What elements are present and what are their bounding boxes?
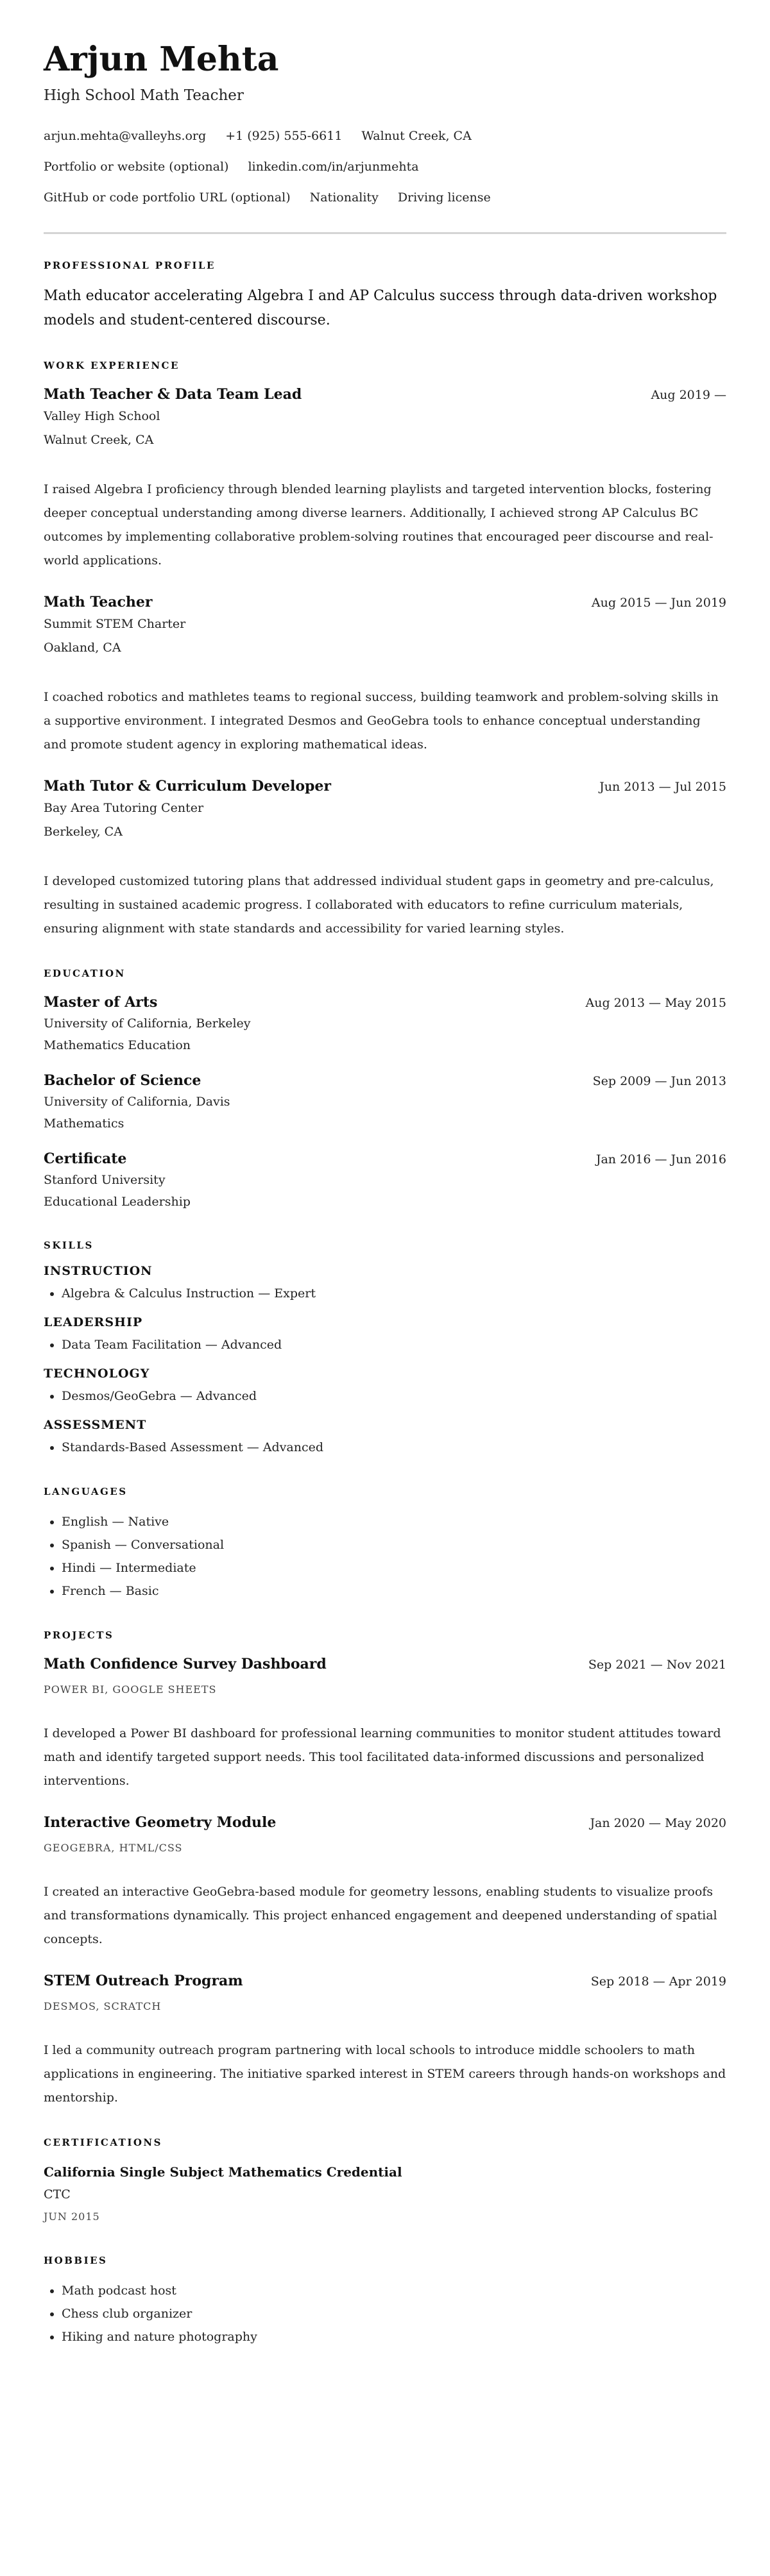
profile-section xyxy=(44,260,726,333)
project-dates: Sep 2021 — Nov 2021 xyxy=(588,1658,726,1672)
contact-item: Portfolio or website (optional) xyxy=(44,160,229,174)
contact-item: Nationality xyxy=(309,190,379,205)
job-dates: Aug 2015 — Jun 2019 xyxy=(591,596,726,610)
job-title: Math Teacher & Data Team Lead xyxy=(44,386,302,403)
entry-header xyxy=(44,1654,726,1674)
contact-line xyxy=(44,182,726,213)
project-entry xyxy=(44,1971,726,2110)
project-entry xyxy=(44,1812,726,1951)
section-heading: PROFESSIONAL PROFILE xyxy=(44,260,216,271)
project-description: I led a community outreach program partnering with local schools to introduce middle schoolers to math applications in engineering. The initiative sparked interest in STEM careers through hands-on workshops and mentorship. xyxy=(44,2043,726,2105)
section-heading: SKILLS xyxy=(44,1240,94,1251)
skill-group-heading: ASSESSMENT xyxy=(44,1418,147,1432)
project-tech: GEOGEBRA, HTML/CSS xyxy=(44,1842,183,1854)
project-tech: DESMOS, SCRATCH xyxy=(44,2000,162,2012)
employer: Summit STEM Charter xyxy=(44,617,186,631)
skill-list xyxy=(44,1436,726,1459)
language-item: • Hindi — Intermediate xyxy=(62,1556,726,1579)
job-title: Math Teacher xyxy=(44,594,153,610)
skill-list xyxy=(44,1333,726,1356)
certification-entry xyxy=(44,2161,726,2228)
education-dates: Aug 2013 — May 2015 xyxy=(585,996,726,1010)
skill-item: • Standards-Based Assessment — Advanced xyxy=(62,1436,726,1459)
field-of-study: Educational Leadership xyxy=(44,1195,191,1209)
job-description: I developed customized tutoring plans that addressed individual student gaps in geometry and pre-calculus, resulting in sustained academic progress. I collaborated with educators to refine curriculum materials, ensuring alignment with state standards and accessibility for varied learning styles. xyxy=(44,874,714,936)
skill-list xyxy=(44,1385,726,1408)
job-location: Oakland, CA xyxy=(44,641,121,655)
skill-item: • Data Team Facilitation — Advanced xyxy=(62,1333,726,1356)
skills-section xyxy=(44,1240,726,1459)
skill-item: • Desmos/GeoGebra — Advanced xyxy=(62,1385,726,1408)
projects-section xyxy=(44,1629,726,2110)
degree: Certificate xyxy=(44,1150,127,1167)
school: University of California, Davis xyxy=(44,1095,230,1109)
experience-entry xyxy=(44,592,726,757)
entry-header xyxy=(44,592,726,612)
entry-header xyxy=(44,992,726,1013)
field-of-study: Mathematics Education xyxy=(44,1038,191,1052)
employer: Valley High School xyxy=(44,409,160,423)
project-dates: Jan 2020 — May 2020 xyxy=(590,1816,726,1830)
entry-header xyxy=(44,776,726,796)
job-dates: Aug 2019 — xyxy=(651,388,726,402)
resume-header xyxy=(44,36,726,213)
section-heading: WORK EXPERIENCE xyxy=(44,360,180,371)
contact-line xyxy=(44,151,726,182)
hobby-item: • Math podcast host xyxy=(62,2279,726,2302)
language-item: • English — Native xyxy=(62,1510,726,1533)
project-title: STEM Outreach Program xyxy=(44,1973,243,1989)
experience-entry xyxy=(44,384,726,573)
project-entry xyxy=(44,1654,726,1793)
contact-item: linkedin.com/in/arjunmehta xyxy=(248,160,419,174)
school: University of California, Berkeley xyxy=(44,1016,251,1031)
contact-line xyxy=(44,121,726,151)
education-entry xyxy=(44,1149,726,1213)
entry-header xyxy=(44,1070,726,1091)
certification-date: JUN 2015 xyxy=(44,2210,100,2223)
education-dates: Sep 2009 — Jun 2013 xyxy=(592,1074,726,1088)
project-description: I created an interactive GeoGebra-based module for geometry lessons, enabling students to visualize proofs and transformations dynamically. This project enhanced engagement and deepened understanding of spatial concepts. xyxy=(44,1885,717,1946)
hobby-item: • Hiking and nature photography xyxy=(62,2325,726,2348)
contact-item: +1 (925) 555-6611 xyxy=(225,129,343,143)
certification-title: California Single Subject Mathematics Credential xyxy=(44,2164,402,2180)
candidate-name: Arjun Mehta xyxy=(44,40,279,79)
contact-item: Driving license xyxy=(397,190,491,205)
header-divider xyxy=(44,232,726,234)
hobbies-list xyxy=(44,2279,726,2348)
project-description: I developed a Power BI dashboard for professional learning communities to monitor student attitudes toward math and identify targeted support needs. This tool facilitated data-informed discussions and personalized interventions. xyxy=(44,1726,721,1788)
entry-header xyxy=(44,384,726,405)
field-of-study: Mathematics xyxy=(44,1116,124,1131)
skill-group-heading: TECHNOLOGY xyxy=(44,1367,150,1381)
project-dates: Sep 2018 — Apr 2019 xyxy=(590,1974,726,1989)
project-title: Math Confidence Survey Dashboard xyxy=(44,1656,327,1672)
job-location: Walnut Creek, CA xyxy=(44,433,154,447)
contact-item: Walnut Creek, CA xyxy=(361,129,472,143)
education-dates: Jan 2016 — Jun 2016 xyxy=(595,1152,726,1166)
skill-item: • Algebra & Calculus Instruction — Expert xyxy=(62,1282,726,1305)
hobbies-section xyxy=(44,2255,726,2348)
section-heading: EDUCATION xyxy=(44,968,126,979)
entry-header xyxy=(44,1971,726,1991)
project-tech: POWER BI, GOOGLE SHEETS xyxy=(44,1683,217,1696)
project-title: Interactive Geometry Module xyxy=(44,1814,277,1831)
section-heading: PROJECTS xyxy=(44,1629,114,1641)
hobby-item: • Chess club organizer xyxy=(62,2302,726,2325)
entry-header xyxy=(44,1149,726,1169)
contact-info xyxy=(44,121,726,213)
section-heading: LANGUAGES xyxy=(44,1486,128,1497)
profile-summary: Math educator accelerating Algebra I and AP Calculus success through data-driven workshop models and student-centered discourse. xyxy=(44,288,717,328)
employer: Bay Area Tutoring Center xyxy=(44,801,204,815)
education-entry xyxy=(44,1070,726,1134)
contact-item: arjun.mehta@valleyhs.org xyxy=(44,129,207,143)
language-item: • Spanish — Conversational xyxy=(62,1533,726,1556)
section-heading: HOBBIES xyxy=(44,2255,108,2266)
job-description: I coached robotics and mathletes teams to regional success, building teamwork and problem-solving skills in a supportive environment. I integrated Desmos and GeoGebra tools to enhance conceptual understanding and promote student agency in exploring mathematical ideas. xyxy=(44,690,719,752)
skill-group-heading: LEADERSHIP xyxy=(44,1315,143,1329)
education-section xyxy=(44,968,726,1213)
job-description: I raised Algebra I proficiency through blended learning playlists and targeted intervention blocks, fostering deeper conceptual understanding among diverse learners. Additionally, I achieved strong AP Calculus BC outcomes by implementing collaborative problem-solving routines that encouraged peer discourse and real-world applications. xyxy=(44,482,714,568)
degree: Master of Arts xyxy=(44,994,158,1011)
degree: Bachelor of Science xyxy=(44,1072,201,1089)
job-title: Math Tutor & Curriculum Developer xyxy=(44,778,331,795)
job-dates: Jun 2013 — Jul 2015 xyxy=(599,780,726,794)
experience-section xyxy=(44,360,726,941)
skill-list xyxy=(44,1282,726,1305)
entry-header xyxy=(44,1812,726,1833)
languages-list xyxy=(44,1510,726,1603)
language-item: • French — Basic xyxy=(62,1579,726,1603)
education-entry xyxy=(44,992,726,1056)
candidate-title: High School Math Teacher xyxy=(44,87,244,104)
school: Stanford University xyxy=(44,1173,166,1187)
skill-group-heading: INSTRUCTION xyxy=(44,1264,153,1278)
job-location: Berkeley, CA xyxy=(44,825,123,839)
section-heading: CERTIFICATIONS xyxy=(44,2137,162,2148)
languages-section xyxy=(44,1486,726,1603)
certifications-section xyxy=(44,2137,726,2228)
experience-entry xyxy=(44,776,726,941)
certification-issuer: CTC xyxy=(44,2187,71,2201)
contact-item: GitHub or code portfolio URL (optional) xyxy=(44,190,291,205)
